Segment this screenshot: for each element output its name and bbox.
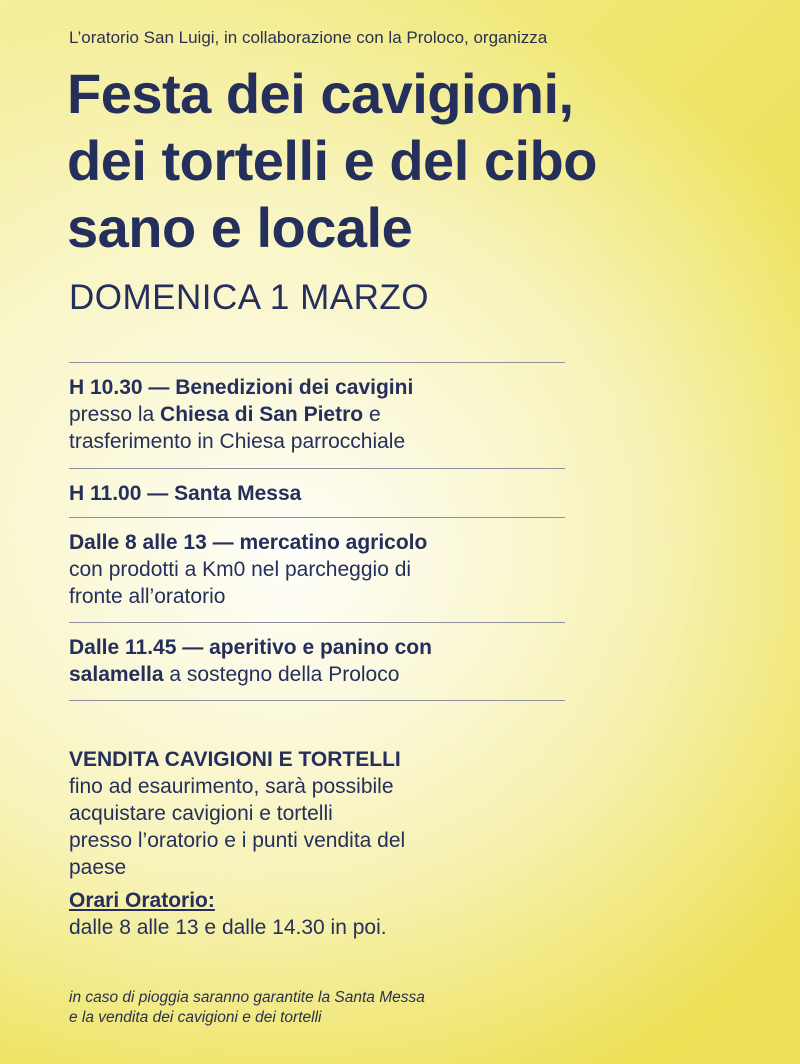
schedule-description: con prodotti a Km0 nel parcheggio di [69, 558, 412, 581]
schedule-description: fronte all’oratorio [69, 585, 226, 608]
schedule-description: trasferimento in Chiesa parrocchiale [69, 430, 406, 453]
opening-hours: dalle 8 alle 13 e dalle 14.30 in poi. [69, 916, 387, 939]
opening-hours-title: Orari Oratorio: [69, 889, 215, 912]
schedule-description [69, 401, 589, 428]
schedule-item-market [69, 529, 589, 610]
rain-note-line: e la vendita dei cavigioni e dei tortelli [69, 1009, 322, 1026]
sale-title [69, 746, 589, 773]
divider [69, 700, 565, 701]
schedule-item-heading [69, 529, 589, 556]
divider [69, 468, 565, 469]
sale-line: fino ad esaurimento, sarà possibile [69, 775, 394, 798]
schedule-item-heading [69, 480, 589, 507]
schedule-headline-continued: salamella [69, 663, 164, 686]
schedule-time: Dalle 8 alle 13 [69, 531, 207, 554]
schedule-separator: — [176, 636, 210, 659]
rain-note [69, 988, 425, 1028]
sale-line: paese [69, 856, 127, 879]
description-text: a sostegno della Proloco [163, 663, 400, 686]
schedule-description [69, 661, 589, 688]
sale-line: presso l’oratorio e i punti vendita del [69, 829, 406, 852]
title-line: dei tortelli e del cibo [67, 129, 597, 192]
schedule-item-mass [69, 480, 589, 507]
schedule-separator: — [141, 482, 175, 505]
sale-line: acquistare cavigioni e tortelli [69, 802, 333, 825]
description-text: e [363, 403, 381, 426]
divider [69, 362, 565, 363]
schedule-separator: — [142, 376, 176, 399]
rain-note-line: in caso di pioggia saranno garantite la Santa Messa [69, 989, 425, 1006]
schedule-time: H 11.00 [69, 482, 142, 505]
schedule-time: H 10.30 [69, 376, 143, 399]
schedule-time: Dalle 11.45 [69, 636, 177, 659]
schedule-item-blessing [69, 374, 589, 455]
schedule-item-heading [69, 634, 589, 661]
sale-section [69, 746, 589, 941]
divider [69, 622, 565, 623]
description-text: presso la [69, 403, 161, 426]
church-name: Chiesa di San Pietro [160, 403, 364, 426]
schedule-separator: — [206, 531, 240, 554]
schedule-item-heading [69, 374, 589, 401]
sale-title-text: VENDITA CAVIGIONI E TORTELLI [69, 748, 401, 771]
title-line: Festa dei cavigioni, [67, 62, 574, 125]
schedule-headline: mercatino agricolo [239, 531, 428, 554]
page-title [67, 60, 787, 261]
divider [69, 517, 565, 518]
schedule-headline: aperitivo e panino con [209, 636, 432, 659]
schedule-headline: Santa Messa [174, 482, 302, 505]
title-line: sano e locale [67, 196, 413, 259]
intro-text: L’oratorio San Luigi, in collaborazione con la Proloco, organizza [69, 28, 548, 47]
event-date: DOMENICA 1 MARZO [69, 278, 429, 317]
schedule-item-aperitivo [69, 634, 589, 688]
schedule-headline: Benedizioni dei cavigini [175, 376, 414, 399]
